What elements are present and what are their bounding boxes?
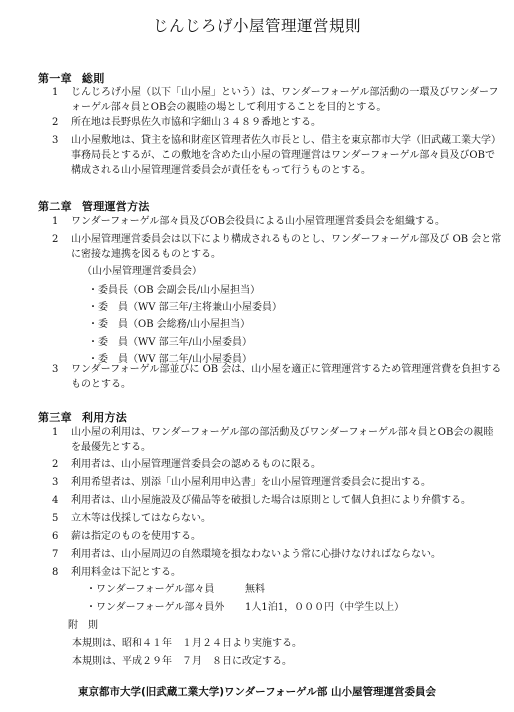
item-number: 3 [52, 135, 59, 146]
item-number: 2 [52, 234, 59, 245]
fee-label-member: ・ワンダーフォーゲル部々員 [86, 584, 215, 595]
item-number: 2 [52, 459, 59, 470]
committee-member: ・委員長（OB 会副会長/山小屋担当） [88, 285, 261, 296]
item-number: 4 [52, 495, 59, 506]
fee-value-member: 無料 [245, 584, 265, 595]
item-number: 1 [52, 427, 59, 438]
committee-member: ・委 員（WV 部三年/主将兼山小屋委員） [88, 302, 283, 313]
document-title: じんじろげ小屋管理運営規則 [152, 17, 361, 35]
chapter-2-heading [38, 198, 150, 214]
item-number: 3 [52, 364, 59, 375]
item-number: 1 [52, 216, 59, 227]
chapter-3-heading [38, 409, 127, 425]
chapter-2-title: 管理運営方法 [81, 200, 150, 213]
chapter-2-number: 第二章 [38, 200, 72, 213]
supplementary-line: 本規則は、昭和４１年 １月２４日より実施する。 [72, 638, 302, 649]
item-text: 立木等は伐採してはならない。 [71, 513, 211, 524]
item-text: 所在地は長野県佐久市協和字細山３４８９番地とする。 [71, 117, 321, 128]
item-number: 6 [52, 531, 59, 542]
chapter-3-title: 利用方法 [81, 411, 128, 424]
chapter-1-title: 総則 [81, 72, 105, 85]
committee-member: ・委 員（WV 部二年/山小屋委員） [88, 354, 253, 365]
item-text: 利用者は、山小屋施設及び備品等を破損した場合は原則として個人負担により弁償する。 [71, 495, 471, 506]
fee-label-non-member: ・ワンダーフォーゲル部々員外 [86, 602, 225, 613]
item-number: 8 [52, 567, 59, 578]
item-text: 山小屋の利用は、ワンダーフォーゲル部の部活動及びワンダーフォーゲル部々員とOB会の親睦を最優先とする。 [71, 427, 494, 453]
item-text: ワンダーフォーゲル部並びに OB 会は、山小屋を適正に管理運営するため管理運営費を負担するものとする。 [71, 364, 502, 390]
item-text: 利用料金は下記とする。 [71, 567, 181, 578]
committee-member: ・委 員（WV 部三年/山小屋委員） [88, 337, 253, 348]
item-number: 1 [52, 87, 59, 98]
item-text: ワンダーフォーゲル部々員及びOB会役員による山小屋管理運営委員会を組織する。 [71, 216, 445, 227]
fee-value-non-member: 1人1泊1，０００円（中学生以上） [245, 602, 405, 613]
committee-member: ・委 員（OB 会総務/山小屋担当） [88, 319, 251, 330]
committee-heading: （山小屋管理運営委員会） [82, 266, 202, 277]
item-number: 3 [52, 477, 59, 488]
supplementary-heading: 附 則 [68, 620, 98, 631]
item-text: 利用者は、山小屋管理運営委員会の認めるものに限る。 [71, 459, 321, 470]
item-text: 山小屋管理運営委員会は以下により構成されるものとし、ワンダーフォーゲル部及び OB 会と常に密接な連携を図るものとする。 [71, 234, 502, 260]
item-number: 2 [52, 117, 59, 128]
chapter-1-heading [38, 70, 105, 86]
chapter-1-number: 第一章 [38, 72, 72, 85]
item-text: 山小屋敷地は、貸主を協和財産区管理者佐久市長とし、借主を東京都市大学（旧武蔵工業大学）事務局長とするが、この敷地を含めた山小屋の管理運営はワンダーフォーゲル部々員及びOBで構成される山小屋管理運営委員会が責任をもって行うものとする。 [71, 135, 501, 176]
item-text: 薪は指定のものを使用する。 [71, 531, 201, 542]
item-number: 5 [52, 513, 59, 524]
item-text: 利用希望者は、別添「山小屋利用申込書」を山小屋管理運営委員会に提出する。 [71, 477, 431, 488]
item-number: 7 [52, 549, 59, 560]
chapter-3-number: 第三章 [38, 411, 72, 424]
item-text: じんじろげ小屋（以下「山小屋」という）は、ワンダーフォーゲル部活動の一環及びワンダーフォーゲル部々員とOB会の親睦の場として利用することを目的とする。 [71, 87, 499, 113]
item-text: 利用者は、山小屋周辺の自然環境を損なわないよう常に心掛けなければならない。 [71, 549, 441, 560]
document-footer: 東京都市大学(旧武蔵工業大学)ワンダーフォーゲル部 山小屋管理運営委員会 [77, 686, 437, 698]
supplementary-line: 本規則は、平成２９年 ７月 ８日に改定する。 [72, 656, 292, 667]
